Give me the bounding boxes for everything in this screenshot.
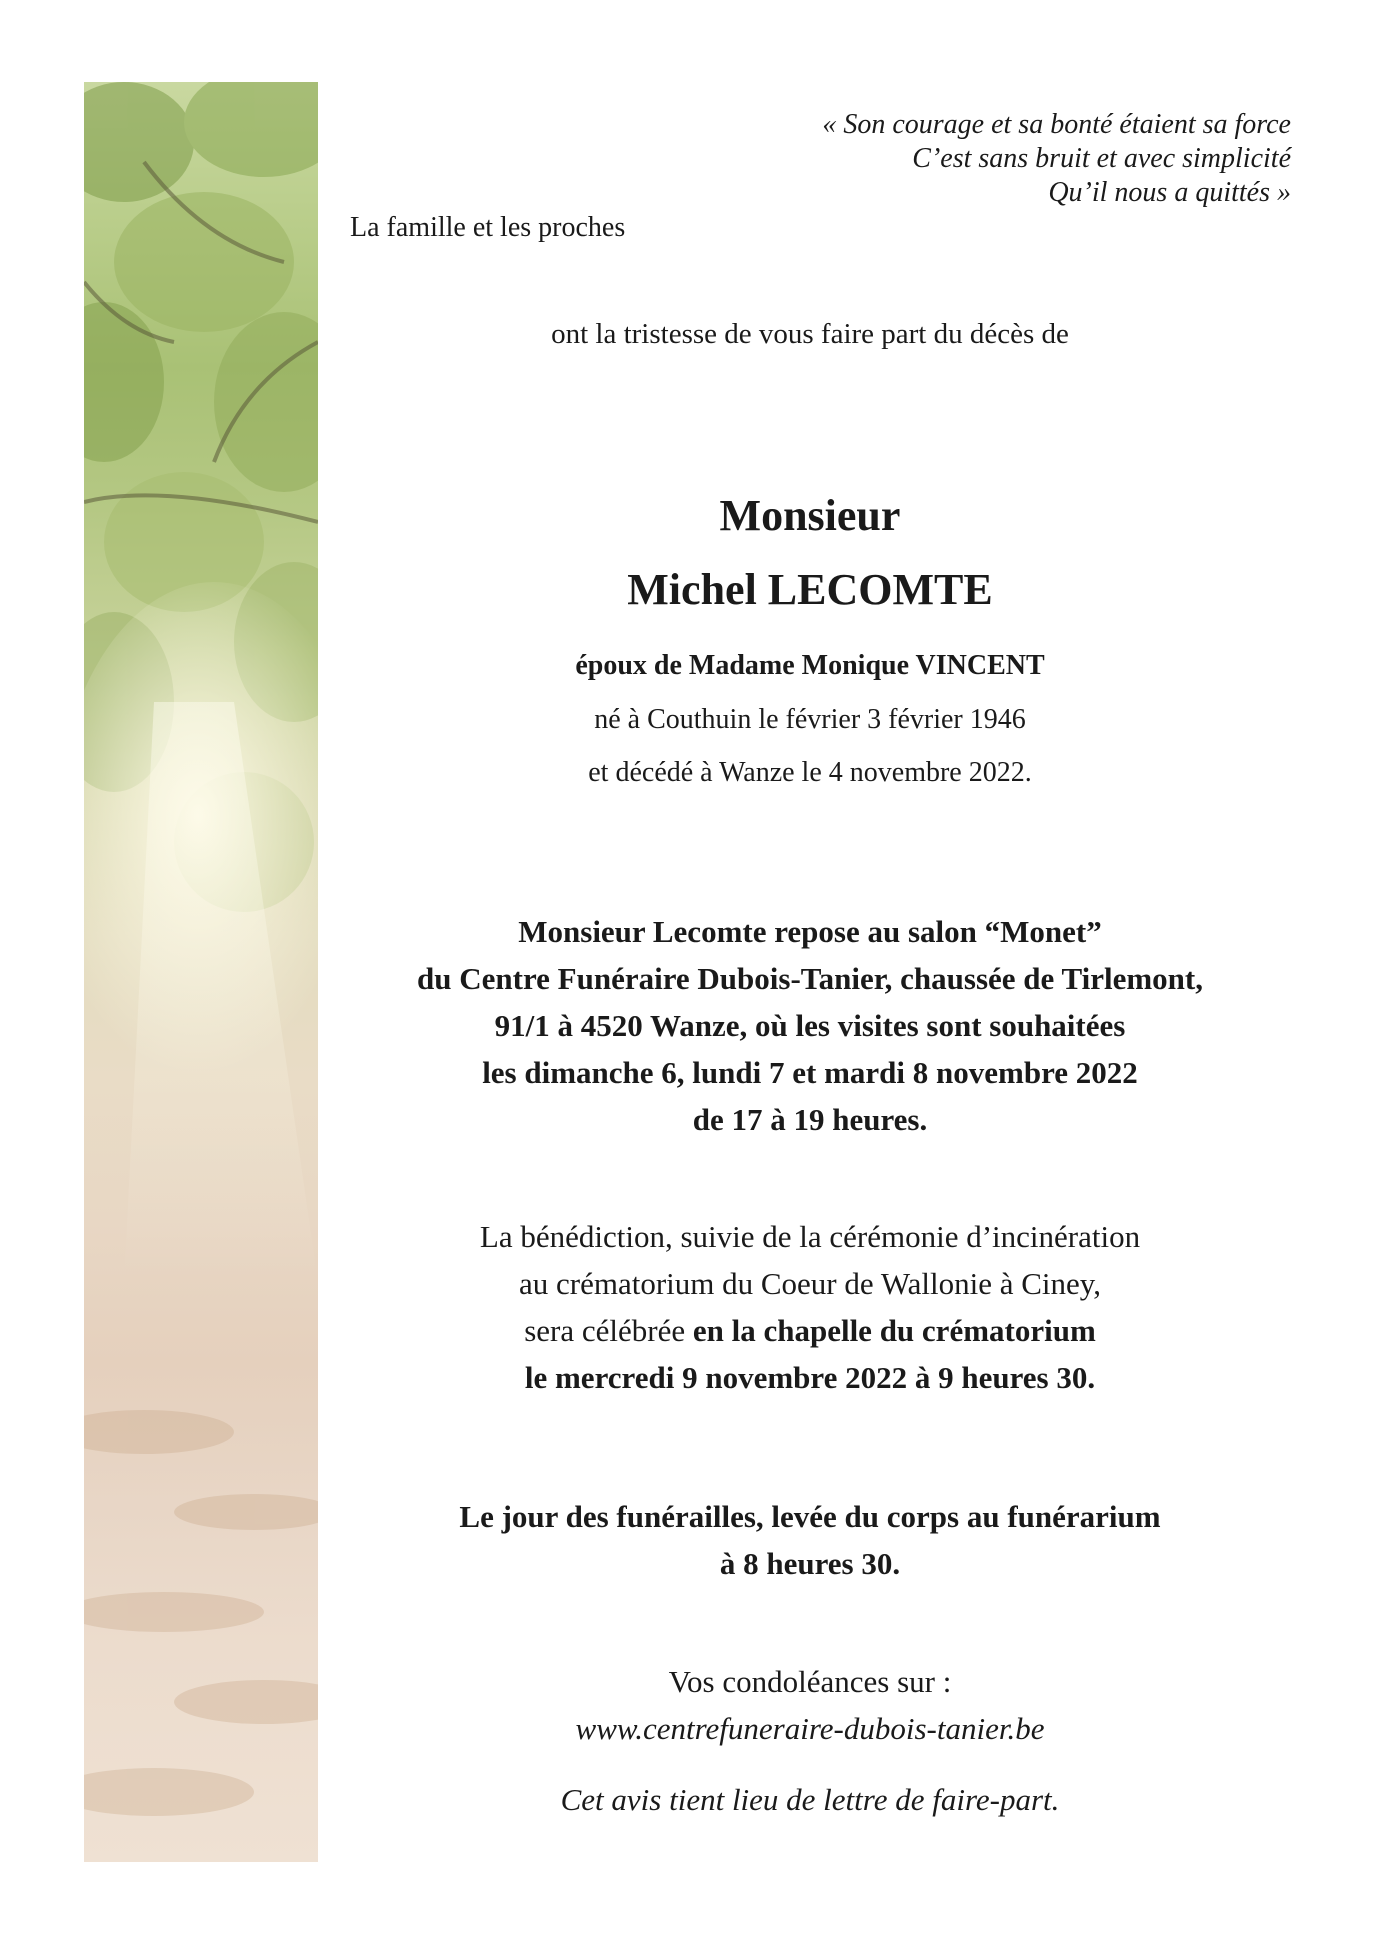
visitation-line-5: de 17 à 19 heures. bbox=[692, 1102, 928, 1137]
funeral-line-2: à 8 heures 30. bbox=[719, 1546, 901, 1581]
visitation-line-4: les dimanche 6, lundi 7 et mardi 8 novembre 2022 bbox=[482, 1055, 1138, 1090]
faire-part-note: Cet avis tient lieu de lettre de faire-part. bbox=[560, 1782, 1060, 1817]
funeral-line-1: Le jour des funérailles, levée du corps au funérarium bbox=[459, 1499, 1161, 1534]
condolences-url[interactable]: www.centrefuneraire-dubois-tanier.be bbox=[575, 1711, 1045, 1746]
deceased-title: Monsieur bbox=[719, 491, 901, 540]
forest-illustration bbox=[84, 82, 318, 1862]
condolences-label: Vos condoléances sur : bbox=[668, 1664, 952, 1699]
ceremony-line-2: au crématorium du Coeur de Wallonie à Ciney, bbox=[518, 1266, 1102, 1301]
opening-quote bbox=[822, 108, 1291, 210]
birth-line: né à Couthuin le février 3 février 1946 bbox=[594, 704, 1026, 735]
ceremony-line-3 bbox=[300, 1309, 1320, 1353]
visitation-line-1: Monsieur Lecomte repose au salon “Monet” bbox=[518, 914, 1102, 949]
quote-line-3: Qu’il nous a quittés » bbox=[1048, 177, 1291, 208]
ceremony-line-3-plain: sera célébrée bbox=[524, 1313, 693, 1348]
ceremony-line-1: La bénédiction, suivie de la cérémonie d’incinération bbox=[479, 1219, 1141, 1254]
ceremony-line-3-bold: en la chapelle du crématorium bbox=[692, 1313, 1096, 1348]
quote-line-1: « Son courage et sa bonté étaient sa force bbox=[822, 109, 1291, 140]
visitation-line-2: du Centre Funéraire Dubois-Tanier, chaussée de Tirlemont, bbox=[417, 961, 1203, 996]
announce-line: ont la tristesse de vous faire part du décès de bbox=[551, 318, 1069, 350]
spouse-line: époux de Madame Monique VINCENT bbox=[575, 650, 1045, 681]
deceased-name: Michel LECOMTE bbox=[627, 565, 993, 614]
family-line: La famille et les proches bbox=[350, 212, 626, 243]
visitation-line-3: 91/1 à 4520 Wanze, où les visites sont souhaitées bbox=[494, 1008, 1126, 1043]
ceremony-line-4: le mercredi 9 novembre 2022 à 9 heures 30. bbox=[524, 1360, 1096, 1395]
quote-line-2: C’est sans bruit et avec simplicité bbox=[912, 143, 1291, 174]
forest-path-image bbox=[84, 82, 318, 1862]
death-line: et décédé à Wanze le 4 novembre 2022. bbox=[588, 757, 1032, 788]
